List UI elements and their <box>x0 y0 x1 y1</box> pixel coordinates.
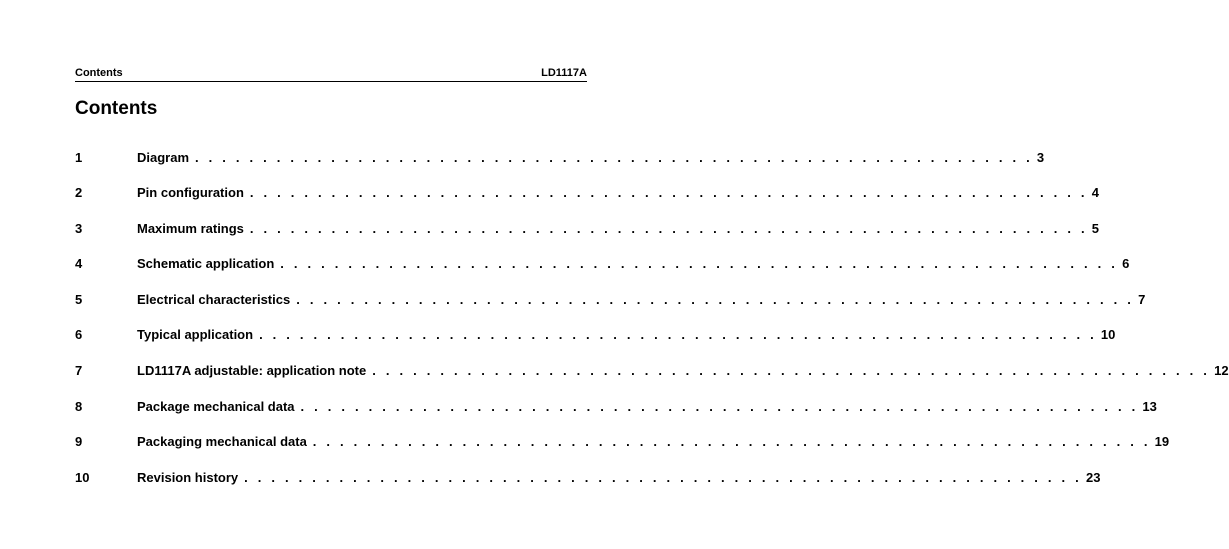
toc-dot-leader: . . . . . . . . . . . . . . . . . . . . . . . . . . . . . . . . . . . . . . . . . . . . . . . . . . . . . . . . . . . . . . <box>280 256 1119 272</box>
toc-entry-number: 10 <box>75 469 90 485</box>
toc-dot-leader: . . . . . . . . . . . . . . . . . . . . . . . . . . . . . . . . . . . . . . . . . . . . . . . . . . . . . . . . . . . . . . <box>300 398 1139 414</box>
toc-entry[interactable] <box>75 432 1170 452</box>
toc-entry-number: 5 <box>75 291 83 307</box>
toc-entry-page: 12 <box>1214 363 1229 379</box>
toc-entry-title: Schematic application <box>137 256 278 271</box>
toc-dot-leader: . . . . . . . . . . . . . . . . . . . . . . . . . . . . . . . . . . . . . . . . . . . . . . . . . . . . . . . . . . . . . . <box>372 363 1211 379</box>
header-divider <box>75 81 587 82</box>
toc-entry[interactable] <box>75 254 1130 274</box>
toc-dot-leader: . . . . . . . . . . . . . . . . . . . . . . . . . . . . . . . . . . . . . . . . . . . . . . . . . . . . . . . . . . . . . . <box>312 434 1151 450</box>
toc-entry-number: 9 <box>75 434 83 450</box>
toc-entry[interactable] <box>75 396 1157 416</box>
toc-entry-title: Diagram <box>137 150 193 165</box>
toc-entry-number: 8 <box>75 398 83 414</box>
toc-entry-title: Electrical characteristics <box>137 292 294 307</box>
toc-entry-page: 4 <box>1091 185 1099 201</box>
toc-entry[interactable] <box>75 289 1146 309</box>
table-of-contents <box>75 147 1229 503</box>
toc-entry[interactable] <box>75 361 1229 381</box>
toc-entry-page: 23 <box>1086 469 1101 485</box>
toc-entry-page: 13 <box>1142 398 1157 414</box>
toc-dot-leader: . . . . . . . . . . . . . . . . . . . . . . . . . . . . . . . . . . . . . . . . . . . . . . . . . . . . . . . . . . . . . . <box>244 469 1082 485</box>
toc-entry-number: 3 <box>75 220 83 236</box>
toc-entry-number: 4 <box>75 256 83 272</box>
toc-dot-leader: . . . . . . . . . . . . . . . . . . . . . . . . . . . . . . . . . . . . . . . . . . . . . . . . . . . . . . . . . . . . . . <box>296 291 1135 307</box>
toc-entry[interactable] <box>75 325 1116 345</box>
toc-entry-title: Typical application <box>137 327 257 342</box>
toc-entry-title: Package mechanical data <box>137 399 299 414</box>
toc-entry-number: 6 <box>75 327 83 343</box>
toc-dot-leader: . . . . . . . . . . . . . . . . . . . . . . . . . . . . . . . . . . . . . . . . . . . . . . . . . . . . . . . . . . . . . . <box>249 185 1088 201</box>
toc-entry-number: 1 <box>75 149 83 165</box>
toc-entry[interactable] <box>75 467 1101 487</box>
toc-entry-page: 7 <box>1138 291 1146 307</box>
toc-dot-leader: . . . . . . . . . . . . . . . . . . . . . . . . . . . . . . . . . . . . . . . . . . . . . . . . . . . . . . . . . . . . . . <box>195 149 1033 165</box>
header-product-label: LD1117A <box>541 67 587 79</box>
toc-dot-leader: . . . . . . . . . . . . . . . . . . . . . . . . . . . . . . . . . . . . . . . . . . . . . . . . . . . . . . . . . . . . . . <box>259 327 1097 343</box>
toc-entry-title: Packaging mechanical data <box>137 434 311 449</box>
toc-dot-leader: . . . . . . . . . . . . . . . . . . . . . . . . . . . . . . . . . . . . . . . . . . . . . . . . . . . . . . . . . . . . . . <box>249 220 1088 236</box>
toc-entry-page: 19 <box>1154 434 1170 450</box>
toc-entry[interactable] <box>75 218 1100 238</box>
header-section-label: Contents <box>75 67 123 79</box>
toc-entry-title: Pin configuration <box>137 185 248 200</box>
toc-entry-title: Maximum ratings <box>137 221 248 236</box>
running-header <box>75 63 587 79</box>
page-title: Contents <box>75 98 158 119</box>
toc-entry-page: 5 <box>1091 220 1100 236</box>
toc-entry-number: 7 <box>75 363 83 379</box>
toc-entry-page: 3 <box>1036 149 1045 165</box>
toc-entry-title: Revision history <box>137 470 242 485</box>
toc-entry[interactable] <box>75 147 1045 167</box>
toc-entry-page: 10 <box>1100 327 1116 343</box>
toc-entry-number: 2 <box>75 185 83 201</box>
toc-entry-page: 6 <box>1122 256 1130 272</box>
toc-entry[interactable] <box>75 183 1099 203</box>
toc-entry-title: LD1117A adjustable: application note <box>137 363 370 378</box>
